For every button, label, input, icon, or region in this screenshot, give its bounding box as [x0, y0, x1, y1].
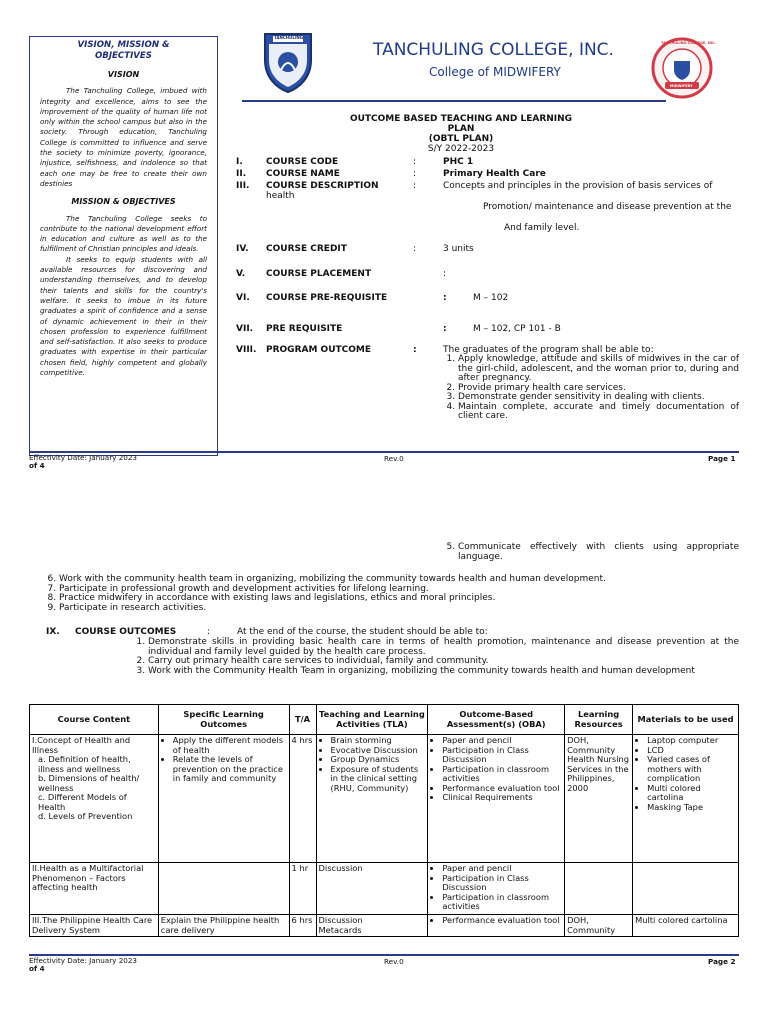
table-header: Materials to be used	[633, 705, 739, 735]
program-outcomes-list-p1	[443, 355, 739, 422]
list-item: • Paper and pencil	[442, 864, 562, 874]
table-header: Learning Resources	[565, 705, 633, 735]
field-label-pre2: PRE REQUISITE	[266, 324, 343, 334]
field-num-credit: IV.	[236, 244, 249, 254]
course-description-line2: Promotion/ maintenance and disease prevention at the	[483, 202, 732, 212]
pre-requisite-value: M – 102, CP 101 - B	[473, 324, 561, 334]
list-item: 2. Carry out primary health care services to individual, family and community.	[148, 657, 739, 667]
page-of-count: of 4	[29, 964, 45, 973]
content-sub: a. Definition of health, illness and wellness	[38, 754, 131, 774]
tla-line: Metacards	[318, 924, 362, 935]
table-row	[30, 735, 739, 863]
table-header: Teaching and Learning Activities (TLA)	[316, 705, 428, 735]
mission-paragraph-2: It seeks to equip students with all available resources for discovering and understanding themselves, and to develop their talents and skills for the country's welfare. It seeks to imbue in its future graduates a spirit of confidence and a sense of dynamic achievement in their in their chosen profession to experience fulfillment and self-satisfaction. It also seeks to produce graduates with expertise in their particular chosen field, highly competent and globally competitive.	[40, 254, 207, 378]
table-cell	[158, 735, 289, 863]
course-description-line3: And family level.	[504, 223, 580, 233]
table-cell	[633, 863, 739, 915]
list-item: 5. Communicate effectively with clients using appropriate language.	[458, 543, 739, 562]
field-label-program: PROGRAM OUTCOME	[266, 345, 372, 355]
field-num-program: VIII.	[236, 345, 257, 355]
field-num-placement: V.	[236, 269, 246, 279]
colon: :	[443, 269, 447, 279]
revision-label: Rev.0	[384, 957, 404, 966]
table-cell: 1 hr	[289, 863, 316, 915]
table-cell: 4 hrs	[289, 735, 316, 863]
table-cell: II.Health as a Multifactorial Phenomenon – Factors affecting health	[30, 863, 159, 915]
table-cell	[633, 735, 739, 863]
vision-text: The Tanchuling College, imbued with integrity and excellence, aims to see the improvement of the quality of human life not only within the school campus but also in the society. Through education, Tanchuling College is committed to influence and serve the society to minimize poverty, ignorance, injustice, selfishness, and indolence so that each one may be free to create their own destinies	[40, 86, 207, 188]
list-item: • Participation in Class Discussion	[442, 874, 562, 893]
course-outcomes-list	[133, 638, 739, 676]
college-name: TANCHULING COLLEGE, INC.	[373, 40, 614, 60]
course-description-line1: Concepts and principles in the provision of basis services of	[443, 181, 713, 191]
list-item: • Participation in Class Discussion	[442, 746, 562, 765]
colon: :	[207, 627, 211, 637]
effectivity-date: Effectivity Date: January 2023	[29, 956, 137, 965]
table-row	[30, 863, 739, 915]
college-subtitle: College of MIDWIFERY	[429, 65, 561, 79]
list-item: • Group Dynamics	[331, 755, 426, 765]
colon: :	[413, 157, 417, 167]
table-cell	[428, 735, 565, 863]
page-number: Page 1	[708, 454, 736, 463]
table-cell: Multi colored cartolina	[633, 915, 739, 937]
list-item: 8. Practice midwifery in accordance with existing laws and legislations, ethics and moral principles.	[59, 594, 744, 604]
table-cell	[428, 863, 565, 915]
college-logo	[261, 30, 315, 94]
course-outcomes-intro: At the end of the course, the student should be able to:	[237, 627, 488, 637]
list-item: 6. Work with the community health team in organizing, mobilizing the community towards health and human development.	[59, 575, 744, 585]
plan-title-line2: (OBTL PLAN)	[428, 134, 494, 144]
effectivity-date: Effectivity Date: January 2023	[29, 453, 137, 462]
table-cell: DOH, Community	[565, 915, 633, 937]
list-item: 9. Participate in research activities.	[59, 604, 744, 614]
list-item: 1. Demonstrate skills in providing basic health care in terms of health promotion, maintenance and disease prevention at the individual and family level guided by the health care process.	[148, 638, 739, 657]
page-number: Page 2	[708, 957, 736, 966]
list-item: • Varied cases of mothers with complication	[647, 755, 736, 784]
field-label-desc: COURSE DESCRIPTION	[266, 181, 379, 191]
list-item: • Exposure of students in the clinical setting (RHU, Community)	[331, 765, 426, 794]
list-item: • Laptop computer	[647, 736, 736, 746]
colon: :	[413, 244, 417, 254]
colon: :	[443, 293, 447, 303]
program-outcomes-list-p2	[44, 575, 744, 613]
content-sub: c. Different Models of Health	[38, 792, 127, 812]
revision-label: Rev.0	[384, 454, 404, 463]
vision-mission-box	[29, 36, 218, 456]
table-cell	[30, 735, 159, 863]
seal-subtext: MIDWIFERY	[670, 84, 693, 88]
list-item: • LCD	[647, 746, 736, 756]
list-item: • Evocative Discussion	[331, 746, 426, 756]
colon: :	[413, 169, 417, 179]
table-cell: III.The Philippine Health Care Delivery System	[30, 915, 159, 937]
tla-line: Discussion	[318, 915, 363, 925]
plan-title	[338, 114, 584, 154]
table-header: Outcome-Based Assessment(s) (OBA)	[428, 705, 565, 735]
course-credit-value: 3 units	[443, 244, 474, 254]
prerequisite-value: M – 102	[473, 293, 509, 303]
table-cell: Discussion	[316, 863, 428, 915]
course-code-value: PHC 1	[443, 157, 474, 167]
table-cell	[158, 863, 289, 915]
list-item: • Brain storming	[331, 736, 426, 746]
sidebar-title: VISION, MISSION & OBJECTIVES	[77, 40, 170, 61]
field-label-name: COURSE NAME	[266, 169, 340, 179]
field-label-placement: COURSE PLACEMENT	[266, 269, 372, 279]
field-label-credit: COURSE CREDIT	[266, 244, 347, 254]
school-year: S/Y 2022-2023	[427, 144, 495, 154]
list-item: • Performance evaluation tool	[442, 784, 562, 794]
table-cell: 6 hrs	[289, 915, 316, 937]
table-cell	[316, 735, 428, 863]
list-item: 3. Demonstrate gender sensitivity in dealing with clients.	[458, 393, 739, 403]
table-header: Course Content	[30, 705, 159, 735]
table-cell	[316, 915, 428, 937]
field-num-desc: III.	[236, 181, 250, 191]
mission-paragraph-1: The Tanchuling College seeks to contribute to the national development effort in education and culture as well as to the fulfillment of Christian principles and ideals.	[40, 213, 207, 254]
list-item: 4. Maintain complete, accurate and timely documentation of client care.	[458, 403, 739, 422]
table-cell: DOH, Community Health Nursing Services in the Philippines, 2000	[565, 735, 633, 863]
program-outcome-5	[443, 543, 739, 562]
colon: :	[443, 324, 447, 334]
list-item: • Multi colored cartolina	[647, 784, 736, 803]
list-item: • Paper and pencil	[442, 736, 562, 746]
college-seal	[651, 37, 716, 99]
field-label-prereq: COURSE PRE-REQUISITE	[266, 293, 388, 303]
table-cell	[428, 915, 565, 937]
footer-effectivity	[29, 454, 137, 470]
field-num-name: II.	[236, 169, 247, 179]
seal-text: TANCHULING COLLEGE, INC.	[661, 41, 716, 45]
plan-title-line1: OUTCOME BASED TEACHING AND LEARNING PLAN	[349, 114, 573, 134]
logo-text: TANCHULING	[274, 35, 304, 40]
content-sub: d. Levels of Prevention	[38, 811, 133, 821]
table-row	[30, 915, 739, 937]
course-outcomes-num: IX.	[46, 627, 60, 637]
field-num-pre2: VII.	[236, 324, 254, 334]
list-item: 7. Participate in professional growth and development activities for lifelong learning.	[59, 585, 744, 595]
list-item: • Participation in classroom activities	[442, 765, 562, 784]
list-item: 1. Apply knowledge, attitude and skills of midwives in the car of the girl-child, adolescent, and the woman prior to, during and after pregnancy.	[458, 355, 739, 384]
table-cell	[565, 863, 633, 915]
list-item: • Participation in classroom activities	[442, 893, 562, 912]
table-header: Specific Learning Outcomes	[158, 705, 289, 735]
mission-heading: MISSION & OBJECTIVES	[71, 197, 176, 207]
course-description-health: health	[266, 191, 295, 201]
list-item: • Masking Tape	[647, 803, 736, 813]
colon: :	[413, 345, 417, 355]
page-of-count: of 4	[29, 461, 45, 470]
colon: :	[413, 181, 417, 191]
list-item: 3. Work with the Community Health Team in organizing, mobilizing the community towards health and human development	[148, 667, 739, 677]
course-outcomes-label: COURSE OUTCOMES	[75, 627, 177, 637]
program-outcome-intro: The graduates of the program shall be able to:	[443, 345, 654, 355]
header-divider	[242, 100, 666, 102]
field-num-prereq: VI.	[236, 293, 250, 303]
list-item: • Performance evaluation tool	[442, 916, 562, 926]
field-num-code: I.	[236, 157, 243, 167]
list-item: • Relate the levels of prevention on the practice in family and community	[173, 755, 287, 784]
table-header: T/A	[289, 705, 316, 735]
list-item: 2. Provide primary health care services.	[458, 384, 739, 394]
table-cell: Explain the Philippine health care delivery	[158, 915, 289, 937]
list-item: • Apply the different models of health	[173, 736, 287, 755]
content-sub: b. Dimensions of health/ wellness	[38, 773, 140, 793]
obtl-table	[29, 704, 739, 937]
content-title: I.Concept of Health and Illness	[32, 735, 131, 755]
course-name-value: Primary Health Care	[443, 169, 546, 179]
list-item: • Clinical Requirements	[442, 793, 562, 803]
field-label-code: COURSE CODE	[266, 157, 339, 167]
vision-heading: VISION	[107, 70, 140, 79]
footer-effectivity	[29, 957, 137, 973]
